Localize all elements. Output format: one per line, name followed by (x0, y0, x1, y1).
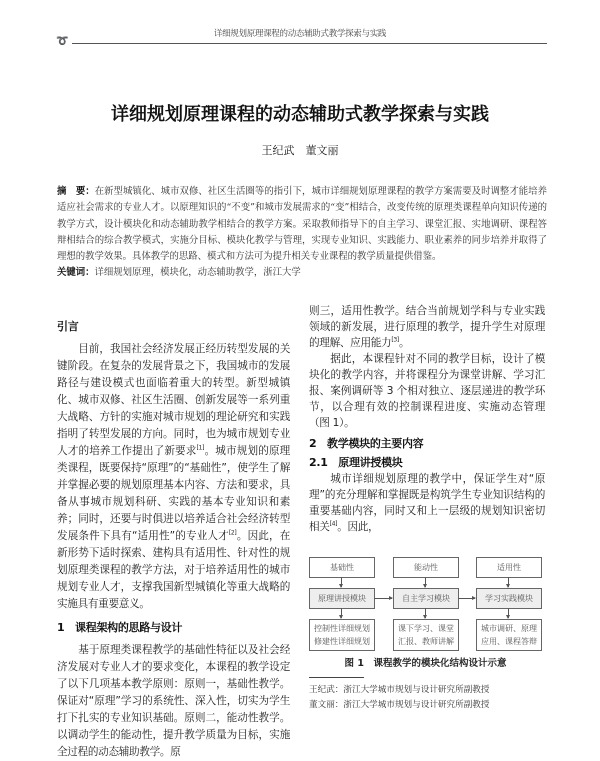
header-rule (72, 43, 547, 44)
running-head: 详细规划原理课程的动态辅助式教学探索与实践 (213, 29, 387, 39)
module-paragraph: 据此，本课程针对不同的教学目标，设计了模块化的教学内容，并将课程分为课堂讲解、学习汇报、案例调研等 3 个相对独立、逐层递进的教学环节，以合理有效的控制课程进度、实施动态管理（图 1）。 (309, 353, 545, 429)
abstract-text: 在新型城镇化、城市双修、社区生活圈等的指引下，城市详细规划原理课程的教学方案需要及时调整才能培养适应社会需求的专业人才。以原理知识的“不变”和城市发展需求的“变”相结合，改变传统的原理类课程单向知识传递的教学方式，设计模块化和动态辅助教学相结合的教学方案。采取教师指导下的自主学习、课堂汇报、实地调研、课程答辩相结合的综合教学模式，实施分目标、模块化教学与管理，实现专业知识、实践能力、职业素养的同步培养并取得了理想的教学效果。具体教学的思路、模式和方法可为提升相关专业课程的教学质量提供借鉴。 (57, 186, 547, 263)
intro-text-2: 。城市规划的原理类课程，既要保持“原理”的“基础性”，使学生了解并掌握必要的规划原理基本内容、方法和要求，具备从事城市规划科研、实践的基本专业知识和素养；同时，还要与时俱进以培养适合社会经济转型发展条件下具有“适用性”的专业人才 (57, 445, 290, 542)
intro-text-1: 目前，我国社会经济发展正经历转型发展的关键阶段。在复杂的发展背景之下，我国城市的发展路径与建设模式也面临着重大的转型。新型城镇化、城市双修、社区生活圈、创新发展等一系列重大战略、方针的实施对城市规划的理论研究和实践指明了转型发展的方向。同时，也为城市规划专业人才的培养工作提出了新要求 (57, 343, 290, 457)
section-2-1-paragraph (309, 471, 545, 535)
keywords-label: 关键词： (57, 267, 95, 279)
figure-module-box: 原理讲授模块 (309, 588, 375, 609)
intro-paragraph (57, 341, 290, 613)
intro-text-3: 。因此，在新形势下适时探索、建构具有适用性、针对性的规划原理类课程的教学方法，对于培养适用性的城市规划专业人才，支撑我国新型城镇化等重大战略的实施具有重要意义。 (57, 530, 290, 610)
figure-top-box: 能动性 (393, 557, 459, 578)
authors: 王纪武 董文丽 (261, 144, 339, 157)
figure-module-box: 自主学习模块 (393, 588, 459, 609)
citation-4: [4] (329, 520, 338, 528)
detail-line: 修建性详细规划 (314, 637, 370, 646)
arrow-down-icon (341, 608, 342, 618)
arrow-down-icon (508, 608, 509, 618)
left-column (57, 318, 290, 761)
figure-detail-box (393, 619, 459, 651)
continued-text-end: 。 (398, 337, 410, 349)
arrow-down-icon (425, 608, 426, 618)
figure-top-box: 基础性 (309, 557, 375, 578)
arrow-down-icon (341, 577, 342, 587)
footnote: 董文丽：浙江大学城市规划与设计研究所副教授 (309, 700, 490, 710)
abstract (57, 184, 547, 282)
continued-paragraph (309, 303, 545, 351)
citation-1: [1] (196, 444, 205, 452)
detail-line: 课下学习、课堂 (398, 624, 454, 633)
arrow-right-icon (374, 598, 392, 599)
detail-line: 汇报、教师讲解 (398, 637, 454, 646)
footnote-rule (309, 677, 364, 678)
figure-caption: 图 1 课程教学的模块化结构设计示意 (344, 658, 507, 669)
detail-line: 应用、课程答辩 (481, 637, 537, 646)
section-2-heading: 2 教学模块的主要内容 (309, 437, 424, 450)
intro-heading: 引言 (57, 320, 79, 333)
section-2-1-heading: 2.1 原理讲授模块 (309, 456, 403, 469)
arrow-down-icon (425, 577, 426, 587)
section-2-1-text-end: 。因此， (337, 521, 379, 533)
figure-module-box: 学习实践模块 (476, 588, 542, 609)
detail-line: 城市调研、原理 (481, 624, 537, 633)
article-title: 详细规划原理课程的动态辅助式教学探索与实践 (111, 104, 489, 125)
section-1-heading: 1 课程架构的思路与设计 (57, 621, 183, 634)
right-column (309, 303, 545, 535)
citation-3: [3] (391, 336, 399, 344)
arrow-down-icon (508, 577, 509, 587)
abstract-label: 摘 要： (57, 186, 95, 197)
figure-detail-box (476, 619, 542, 651)
section-2-1-text: 城市详细规划原理的教学中，保证学生对“原理”的充分理解和掌握既是构筑学生专业知识结构的重要基础内容，同时又和上一层级的规划知识密切相关 (309, 473, 545, 533)
header-ornament-icon: ➰ (56, 36, 69, 47)
keywords-text: 详细规划原理，模块化，动态辅助教学，浙江大学 (94, 267, 301, 279)
continued-text: 则三，适用性教学。结合当前规划学科与专业实践领域的新发展，进行原理的教学，提升学生对原理的理解、应用能力 (309, 305, 545, 349)
figure-top-box: 适用性 (476, 557, 542, 578)
footnote: 王纪武：浙江大学城市规划与设计研究所副教授 (309, 685, 490, 695)
arrow-right-icon (458, 598, 475, 599)
section-1-paragraph: 基于原理类课程教学的基础性特征以及社会经济发展对专业人才的要求变化，本课程的教学设定了以下几项基本教学原则：原则一，基础性教学。保证对“原理”学习的系统性、深入性，切实为学生打下扎实的专业知识基础。原则二，能动性教学。以调动学生的能动性，提升教学质量为目标，实施全过程的动态辅助教学。原 (57, 644, 290, 758)
detail-line: 控制性详细规划 (314, 624, 370, 633)
citation-2: [2] (228, 529, 237, 537)
figure-detail-box (309, 619, 375, 651)
